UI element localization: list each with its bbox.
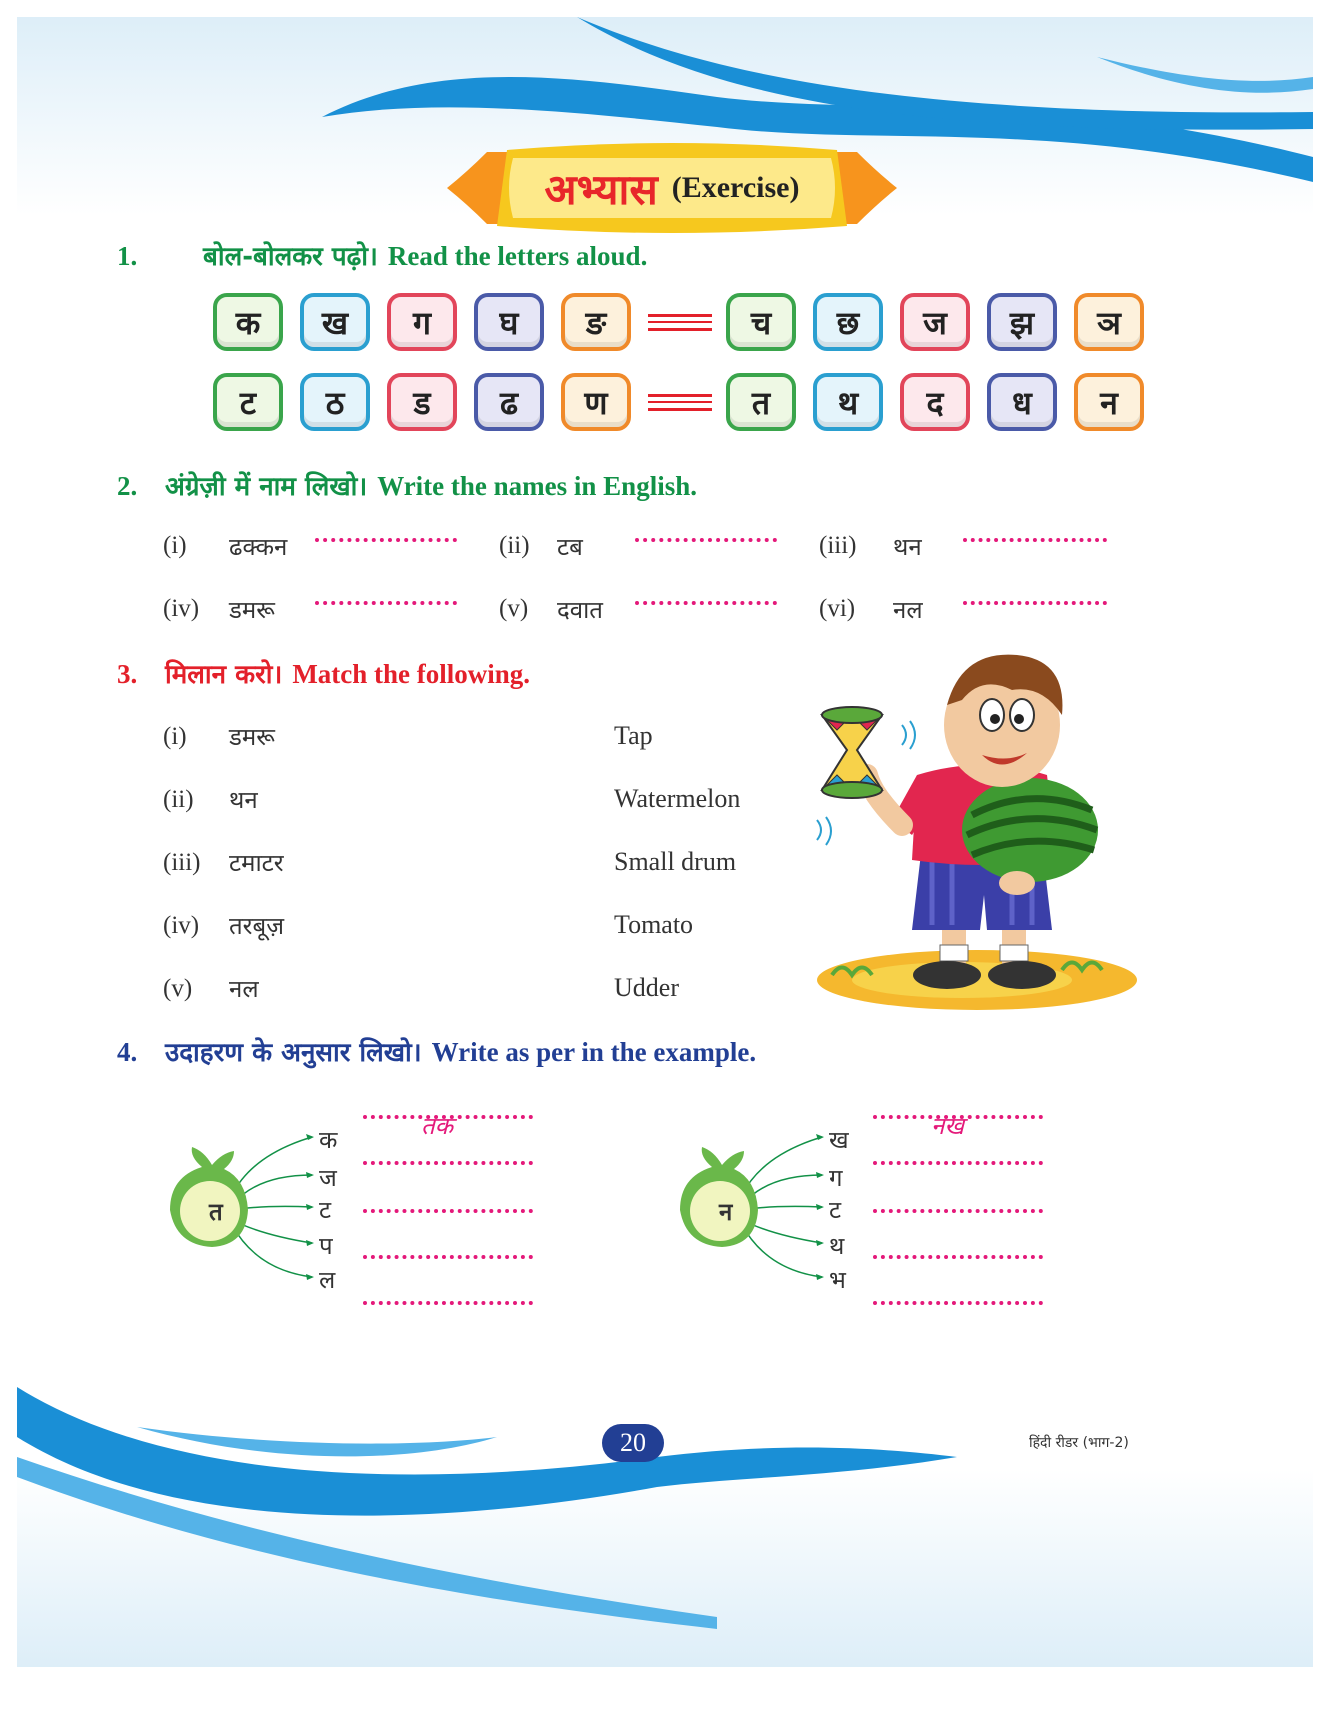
letter-tile: ध <box>987 373 1057 431</box>
answer-line[interactable] <box>315 601 457 605</box>
letter-tile: ञ <box>1074 293 1144 351</box>
q2-item-word: टब <box>557 533 583 561</box>
q2-item-number: (ii) <box>499 532 530 559</box>
branch-letter: ट <box>319 1196 332 1224</box>
q3-left-word: डमरू <box>229 723 275 751</box>
answer-line[interactable] <box>363 1161 533 1165</box>
question-number: 2. <box>117 471 138 501</box>
q2-item-number: (iii) <box>819 532 857 559</box>
q3-left-number: (iv) <box>163 912 200 939</box>
letter-tile: ङ <box>561 293 631 351</box>
q2-item-number: (vi) <box>819 595 856 622</box>
question-2-heading <box>117 467 697 503</box>
q2-item-word: नल <box>893 596 923 624</box>
question-english: Write the names in English. <box>377 471 697 501</box>
answer-line[interactable] <box>363 1255 533 1259</box>
question-4-heading <box>117 1033 756 1069</box>
page-title <box>447 142 897 234</box>
answer-line[interactable] <box>873 1255 1043 1259</box>
q3-right-word: Tap <box>614 721 653 750</box>
answer-line[interactable] <box>635 601 777 605</box>
letter-tile: ढ <box>474 373 544 431</box>
answer-line[interactable] <box>873 1209 1043 1213</box>
boy-with-drum-and-watermelon-illustration <box>812 645 1152 1025</box>
branch-letter: ज <box>319 1164 337 1192</box>
question-english: Write as per in the example. <box>431 1037 757 1067</box>
answer-line[interactable] <box>873 1161 1043 1165</box>
letter-tile: त <box>726 373 796 431</box>
q3-left-word: तरबूज़ <box>229 912 285 940</box>
question-number: 3. <box>117 659 138 689</box>
answer-line[interactable] <box>363 1301 533 1305</box>
letter-tile: द <box>900 373 970 431</box>
page-number: 20 <box>602 1424 664 1462</box>
question-english: Read the letters aloud. <box>387 241 648 271</box>
q3-left-number: (v) <box>163 975 193 1002</box>
branch-letter: ग <box>829 1164 843 1192</box>
letters-row-2 <box>213 373 1161 431</box>
branch-letter: ख <box>829 1126 849 1154</box>
branch-letter: प <box>319 1232 333 1260</box>
branch-letter: ट <box>829 1196 842 1224</box>
book-title: हिंदी रीडर (भाग-2) <box>1029 1435 1129 1451</box>
q2-item-word: दवात <box>557 596 603 624</box>
q2-item-number: (v) <box>499 595 529 622</box>
q2-item-word: थन <box>893 533 922 561</box>
letter-tile: झ <box>987 293 1057 351</box>
q3-left-word: टमाटर <box>229 849 284 877</box>
letter-tile: छ <box>813 293 883 351</box>
question-3-heading <box>117 655 530 691</box>
answer-line[interactable] <box>363 1209 533 1213</box>
root-letter: त <box>209 1198 223 1226</box>
letter-tile: ड <box>387 373 457 431</box>
q2-item-number: (iv) <box>163 595 200 622</box>
letters-row-1 <box>213 293 1161 351</box>
letter-tile: थ <box>813 373 883 431</box>
q2-item-word: ढक्कन <box>229 533 288 561</box>
letter-tile: न <box>1074 373 1144 431</box>
letter-tile: ट <box>213 373 283 431</box>
q3-left-number: (iii) <box>163 849 201 876</box>
question-number: 1. <box>117 241 138 271</box>
q3-right-word: Udder <box>614 973 679 1002</box>
letter-tile: ण <box>561 373 631 431</box>
example-answer: नख <box>931 1112 964 1140</box>
letter-tile: ज <box>900 293 970 351</box>
branch-letter: थ <box>829 1232 845 1260</box>
letter-tile: ठ <box>300 373 370 431</box>
q3-right-word: Tomato <box>614 910 694 939</box>
question-hindi: बोल-बोलकर पढ़ो। <box>203 242 378 272</box>
q2-item-word: डमरू <box>229 596 275 624</box>
question-hindi: अंग्रेज़ी में नाम लिखो। <box>165 472 368 502</box>
q2-item-number: (i) <box>163 532 187 559</box>
answer-line[interactable] <box>873 1301 1043 1305</box>
letter-tile: ग <box>387 293 457 351</box>
answer-line[interactable] <box>963 601 1107 605</box>
letter-tile: घ <box>474 293 544 351</box>
question-english: Match the following. <box>292 659 531 689</box>
question-1-heading <box>117 237 647 273</box>
letter-tile: च <box>726 293 796 351</box>
q3-right-word: Small drum <box>614 847 737 876</box>
q3-left-word: नल <box>229 975 259 1003</box>
letter-tile: क <box>213 293 283 351</box>
branch-letter: ल <box>319 1266 336 1294</box>
worksheet-page <box>17 17 1313 1667</box>
example-answer: तक <box>421 1112 454 1140</box>
title-english: (Exercise) <box>671 171 800 204</box>
answer-line[interactable] <box>963 538 1107 542</box>
separator-dash <box>648 314 712 331</box>
q3-right-word: Watermelon <box>614 784 741 813</box>
question-hindi: उदाहरण के अनुसार लिखो। <box>165 1038 422 1068</box>
separator-dash <box>648 394 712 411</box>
q3-left-number: (i) <box>163 723 187 750</box>
q3-left-word: थन <box>229 786 258 814</box>
letter-tile: ख <box>300 293 370 351</box>
branch-letter: भ <box>829 1266 846 1294</box>
answer-line[interactable] <box>635 538 777 542</box>
q3-left-number: (ii) <box>163 786 194 813</box>
question-number: 4. <box>117 1037 138 1067</box>
root-letter: न <box>719 1198 733 1226</box>
question-hindi: मिलान करो। <box>165 660 283 690</box>
answer-line[interactable] <box>315 538 457 542</box>
branch-letter: क <box>319 1126 338 1154</box>
title-hindi: अभ्यास <box>544 164 658 214</box>
